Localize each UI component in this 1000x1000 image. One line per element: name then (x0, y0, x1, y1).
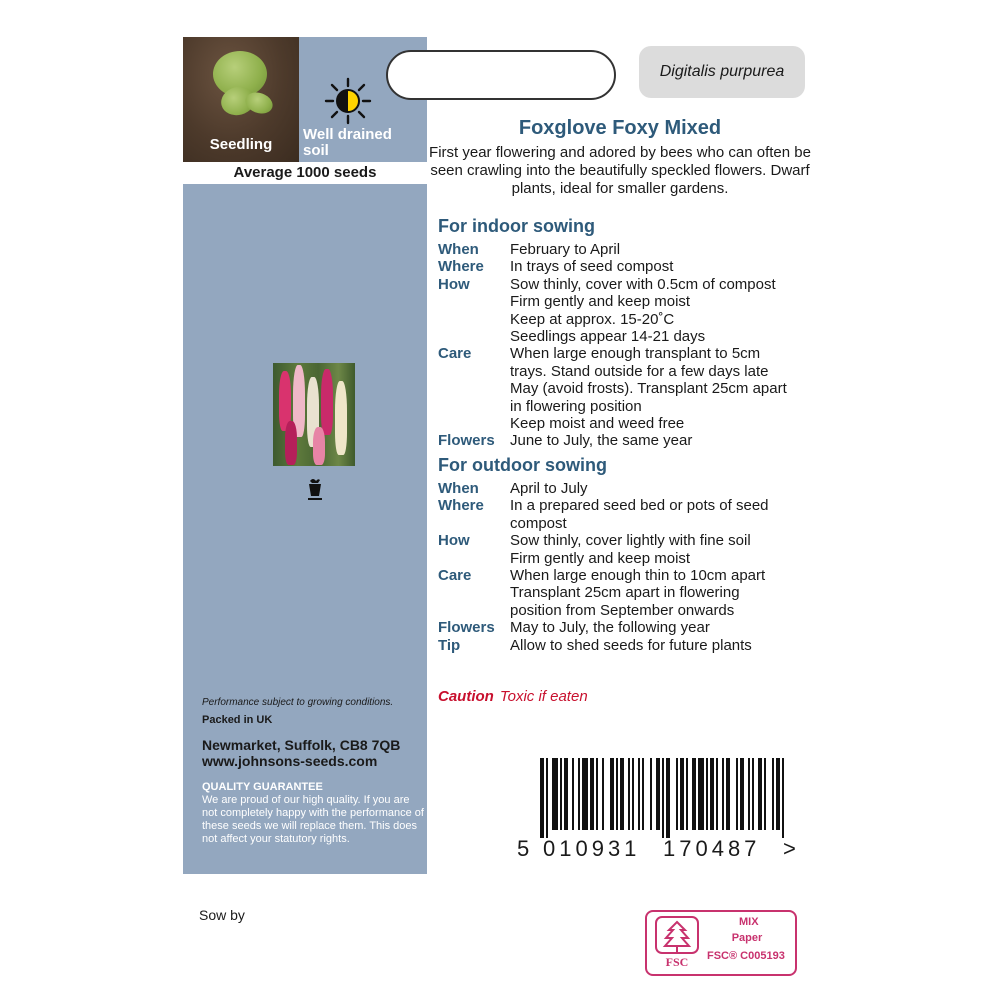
caution-label: Caution (438, 688, 494, 705)
barcode-bar (764, 758, 766, 830)
barcode-bar (642, 758, 644, 830)
barcode-bar (752, 758, 754, 830)
barcode-bar (782, 758, 784, 838)
barcode-bar (578, 758, 580, 830)
barcode-bar (610, 758, 614, 830)
indoor-row (438, 432, 818, 449)
barcode-number (517, 836, 807, 864)
fsc-badge (645, 910, 797, 976)
outdoor-row-value: In a prepared seed bed or pots of seed compost (510, 497, 769, 532)
barcode-arrow: > (783, 836, 796, 861)
outdoor-row (438, 497, 818, 532)
fsc-paper: Paper (731, 932, 763, 944)
barcode-bar (602, 758, 604, 830)
outdoor-row (438, 480, 818, 497)
outdoor-row-value: Sow thinly, cover lightly with fine soil Firm gently and keep moist (510, 532, 751, 567)
outdoor-row-value: May to July, the following year (510, 619, 710, 637)
indoor-row (438, 276, 818, 346)
indoor-row (438, 345, 818, 432)
left-panel (183, 37, 427, 874)
indoor-row-value: When large enough transplant to 5cm trays. Stand outside for a few days late May (avoid frosts). Transplant 25cm apart in flowering position Keep moist and weed free (510, 345, 787, 433)
barcode-bar (662, 758, 664, 838)
caution-note (438, 688, 588, 705)
performance-disclaimer: Performance subject to growing conditions. (202, 697, 394, 708)
barcode-bar (540, 758, 544, 838)
indoor-row-value: June to July, the same year (510, 432, 693, 450)
fsc-tree-icon (655, 916, 699, 968)
indoor-row-label: Care (438, 345, 472, 363)
barcode-bar (726, 758, 730, 830)
indoor-row-label: How (438, 275, 470, 293)
barcode-bar (776, 758, 780, 830)
outdoor-row-label: When (438, 480, 479, 497)
barcode-bar (632, 758, 634, 830)
caution-text: Toxic if eaten (499, 688, 588, 705)
name-field (386, 50, 616, 100)
indoor-row (438, 241, 818, 258)
outdoor-row-label: How (438, 532, 470, 550)
indoor-row (438, 258, 818, 275)
indoor-row-label: Flowers (438, 432, 495, 450)
outdoor-row-label: Flowers (438, 619, 495, 637)
barcode-bar (552, 758, 558, 830)
barcode-bar (596, 758, 598, 830)
barcode-bar (706, 758, 708, 830)
barcode (540, 758, 788, 838)
barcode-bar (560, 758, 562, 830)
indoor-row-label: When (438, 241, 479, 258)
outdoor-row-value: When large enough thin to 10cm apart Transplant 25cm apart in flowering position from September onwards (510, 567, 766, 619)
foxglove-photo (273, 363, 355, 466)
barcode-bar (564, 758, 568, 830)
barcode-bar (736, 758, 738, 830)
indoor-row-value: Sow thinly, cover with 0.5cm of compost Firm gently and keep moist Keep at approx. 15-20˚C Seedlings appear 14-21 days (510, 275, 776, 346)
average-seeds: Average 1000 seeds (183, 162, 427, 184)
barcode-first-digit: 5 (517, 836, 530, 861)
outdoor-sowing-title: For outdoor sowing (438, 455, 607, 475)
barcode-bar (676, 758, 678, 830)
barcode-bar (716, 758, 718, 830)
sun-icon (324, 77, 372, 125)
seedling-label: Seedling (209, 136, 273, 153)
quality-guarantee-text: We are proud of our high quality. If you are not completely happy with the performance of these seeds we will replace them. This does not affect your statutory rights. (202, 794, 424, 845)
product-title: Foxglove Foxy Mixed (518, 117, 722, 139)
indoor-row-value: In trays of seed compost (510, 258, 674, 276)
outdoor-row (438, 567, 818, 619)
indoor-sowing-title: For indoor sowing (438, 216, 595, 236)
outdoor-row (438, 532, 818, 567)
barcode-bar (620, 758, 624, 830)
fsc-code: FSC® C005193 (707, 950, 785, 962)
quality-guarantee-title: QUALITY GUARANTEE (202, 781, 323, 793)
product-intro: First year flowering and adored by bees who can often be seen crawling into the beautifully speckled flowers. Dwarf plants, ideal for smaller gardens. (429, 144, 811, 197)
outdoor-row (438, 619, 818, 636)
outdoor-row-label: Care (438, 567, 472, 585)
outdoor-row (438, 637, 818, 654)
barcode-group-1: 010931 (543, 836, 641, 861)
fsc-mix: MIX (739, 916, 759, 928)
barcode-bar (616, 758, 618, 830)
outdoor-row-label: Tip (438, 636, 461, 654)
barcode-bar (582, 758, 588, 830)
indoor-row-value: February to April (510, 241, 621, 258)
barcode-bar (758, 758, 762, 830)
indoor-sowing-list (438, 241, 818, 450)
outdoor-row-value: April to July (510, 480, 588, 497)
barcode-bar (686, 758, 688, 830)
address: Newmarket, Suffolk, CB8 7QB (202, 737, 401, 753)
barcode-bar (628, 758, 630, 830)
barcode-bar (572, 758, 574, 830)
barcode-bar (546, 758, 548, 838)
johnsons-pot-icon (307, 477, 323, 503)
barcode-bar (722, 758, 724, 830)
soil-label: Well drained soil (303, 126, 392, 159)
indoor-row-label: Where (438, 258, 484, 276)
packed-in: Packed in UK (202, 714, 273, 726)
barcode-bar (772, 758, 774, 830)
barcode-bar (656, 758, 660, 830)
barcode-bar (748, 758, 750, 830)
outdoor-row-value: Allow to shed seeds for future plants (510, 636, 752, 654)
outdoor-row-label: Where (438, 497, 484, 515)
barcode-bar (692, 758, 696, 830)
website: www.johnsons-seeds.com (202, 753, 378, 769)
barcode-bar (740, 758, 744, 830)
barcode-group-2: 170487 (663, 836, 761, 861)
barcode-bar (650, 758, 652, 830)
barcode-bar (590, 758, 594, 830)
barcode-bar (710, 758, 714, 830)
barcode-bar (698, 758, 704, 830)
sow-by-label: Sow by (199, 907, 245, 923)
barcode-bar (680, 758, 684, 830)
fsc-logo-text: FSC (665, 955, 689, 968)
barcode-bar (666, 758, 670, 838)
barcode-bar (638, 758, 640, 830)
outdoor-sowing-list (438, 480, 818, 654)
latin-name: Digitalis purpurea (639, 46, 805, 98)
